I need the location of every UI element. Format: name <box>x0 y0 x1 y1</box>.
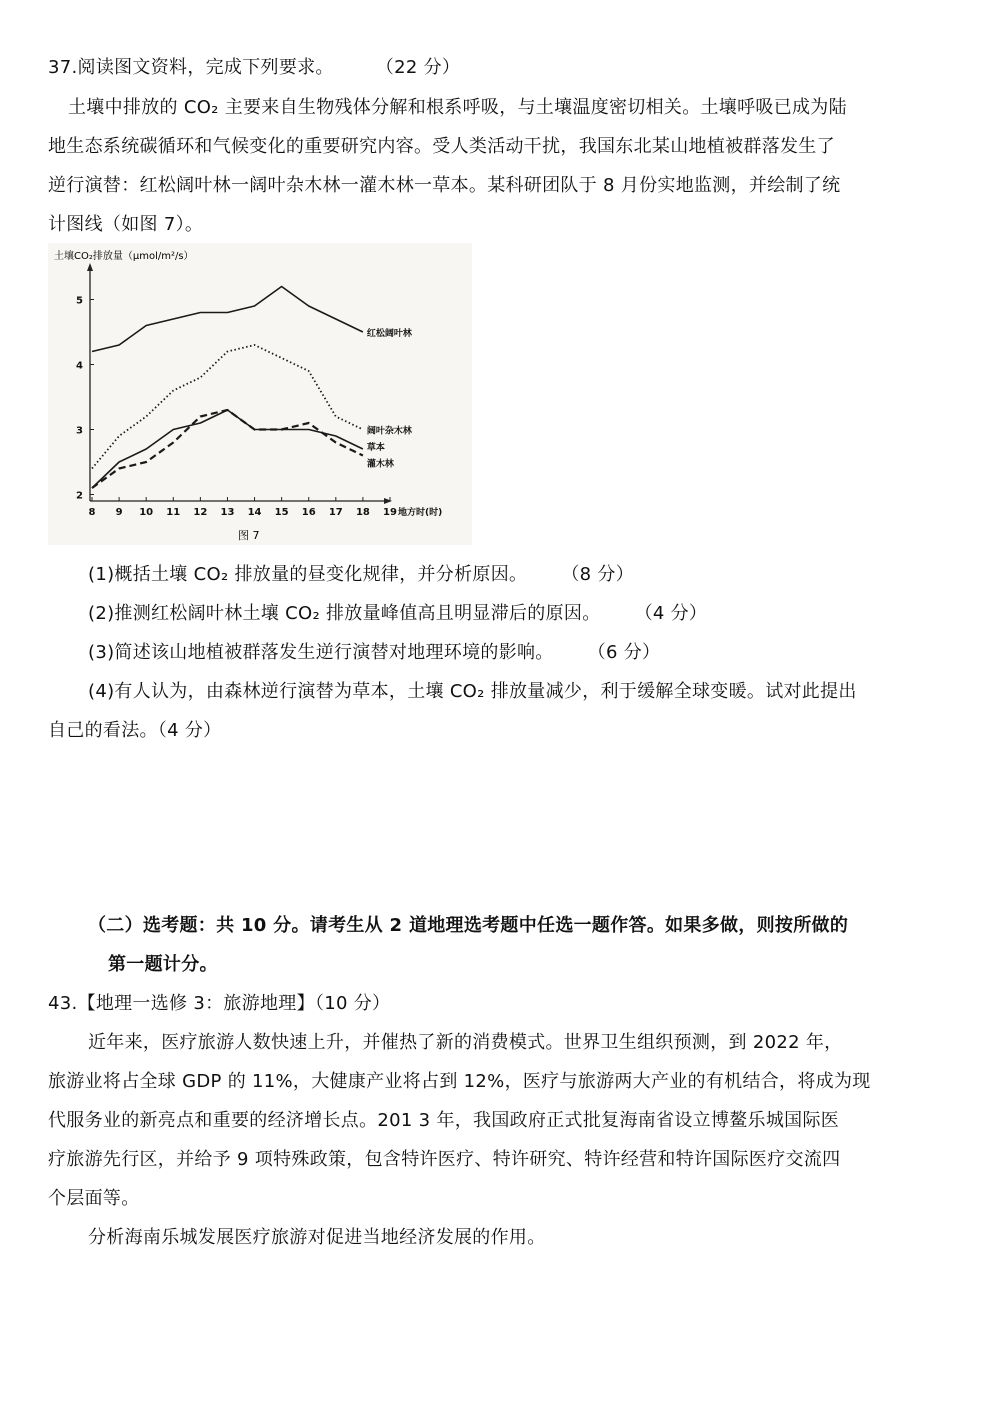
y-tick-label: 4 <box>76 360 83 372</box>
series-line-4 <box>92 410 363 488</box>
y-axis-arrow <box>87 263 93 271</box>
q43-paragraph-line: 疗旅游先行区，并给予 9 项特殊政策，包含特许医疗、特许研究、特许经营和特许国际医疗交流四 <box>48 1149 841 1170</box>
q37-paragraph-line: 计图线（如图 7）。 <box>48 214 204 235</box>
legend-label: 阔叶杂木林 <box>366 426 412 437</box>
q43-paragraph-line: 近年来，医疗旅游人数快速上升，并催热了新的消费模式。世界卫生组织预测，到 2022 年， <box>88 1032 843 1053</box>
q43-paragraph-line: 旅游业将占全球 GDP 的 11%，大健康产业将占到 12%，医疗与旅游两大产业的有机结合，将成为现 <box>48 1071 871 1092</box>
x-tick-label: 12 <box>193 507 208 518</box>
sub3-text: (3)简述该山地植被群落发生逆行演替对地理环境的影响。 <box>88 642 554 663</box>
q37-paragraph-line: 地生态系统碳循环和气候变化的重要研究内容。受人类活动干扰，我国东北某山地植被群落发生了 <box>48 136 835 157</box>
legend-label: 灌木林 <box>366 459 394 470</box>
q37-sub4-line: (4)有人认为，由森林逆行演替为草本，土壤 CO₂ 排放量减少，利于缓解全球变暖。试对此提出 <box>88 681 857 702</box>
x-tick-label: 15 <box>274 507 289 518</box>
figure-caption: 图 7 <box>238 529 260 542</box>
x-tick-label: 8 <box>88 507 96 518</box>
x-axis-arrow <box>384 498 392 504</box>
q37-sub3 <box>88 639 948 667</box>
legend-label: 草本 <box>366 443 385 453</box>
q43-paragraph-line: 个层面等。 <box>48 1188 140 1209</box>
q37-sub2 <box>88 600 948 628</box>
q37-title-line <box>48 54 908 82</box>
co2-emission-chart <box>48 243 472 545</box>
figure-7 <box>48 243 472 545</box>
series-line-2 <box>92 345 363 469</box>
series-line-1 <box>92 287 363 352</box>
q37-sub1 <box>88 561 948 589</box>
sub2-score: （4 分） <box>634 603 708 624</box>
x-tick-label: 11 <box>166 507 181 518</box>
q37-score: （22 分） <box>375 57 461 78</box>
x-tick-label: 17 <box>328 507 343 518</box>
y-tick-label: 5 <box>76 295 83 307</box>
sub1-score: （8 分） <box>561 564 635 585</box>
q37-title: 37.阅读图文资料，完成下列要求。 <box>48 57 334 78</box>
legend-label: 红松阔叶林 <box>366 329 412 339</box>
y-tick-label: 3 <box>76 425 83 437</box>
x-tick-label: 9 <box>115 507 123 518</box>
sub3-score: （6 分） <box>587 642 661 663</box>
section2-heading: 第一题计分。 <box>108 954 218 975</box>
x-tick-label: 16 <box>301 507 316 518</box>
y-tick-label: 2 <box>76 490 83 502</box>
x-tick-label: 19 <box>383 507 397 518</box>
section2-heading: （二）选考题：共 10 分。请考生从 2 道地理选考题中任选一题作答。如果多做，则按所做的 <box>88 915 849 936</box>
q37-paragraph-line: 土壤中排放的 CO₂ 主要来自生物残体分解和根系呼吸，与土壤温度密切相关。土壤呼吸已成为陆 <box>68 97 847 118</box>
sub2-text: (2)推测红松阔叶林土壤 CO₂ 排放量峰值高且明显滞后的原因。 <box>88 603 601 624</box>
q43-title: 43.【地理一选修 3：旅游地理】（10 分） <box>48 993 391 1014</box>
x-tick-label: 18 <box>355 507 370 518</box>
x-tick-label: 13 <box>220 507 235 518</box>
x-axis-label: 地方时(时) <box>398 508 443 518</box>
x-tick-label: 14 <box>247 507 262 518</box>
q43-paragraph-line: 代服务业的新亮点和重要的经济增长点。201 3 年，我国政府正式批复海南省设立博鳌乐城国际医 <box>48 1110 840 1131</box>
sub1-text: (1)概括土壤 CO₂ 排放量的昼变化规律，并分析原因。 <box>88 564 528 585</box>
q37-paragraph-line: 逆行演替：红松阔叶林一阔叶杂木林一灌木林一草本。某科研团队于 8 月份实地监测，并绘制了统 <box>48 175 841 196</box>
x-tick-label: 10 <box>139 507 154 518</box>
chart-title: 土壤CO₂排放量（μmol/m²/s） <box>54 251 194 262</box>
q43-question: 分析海南乐城发展医疗旅游对促进当地经济发展的作用。 <box>88 1227 546 1248</box>
series-line-3 <box>92 410 363 488</box>
q37-sub4-line: 自己的看法。（4 分） <box>48 720 222 741</box>
